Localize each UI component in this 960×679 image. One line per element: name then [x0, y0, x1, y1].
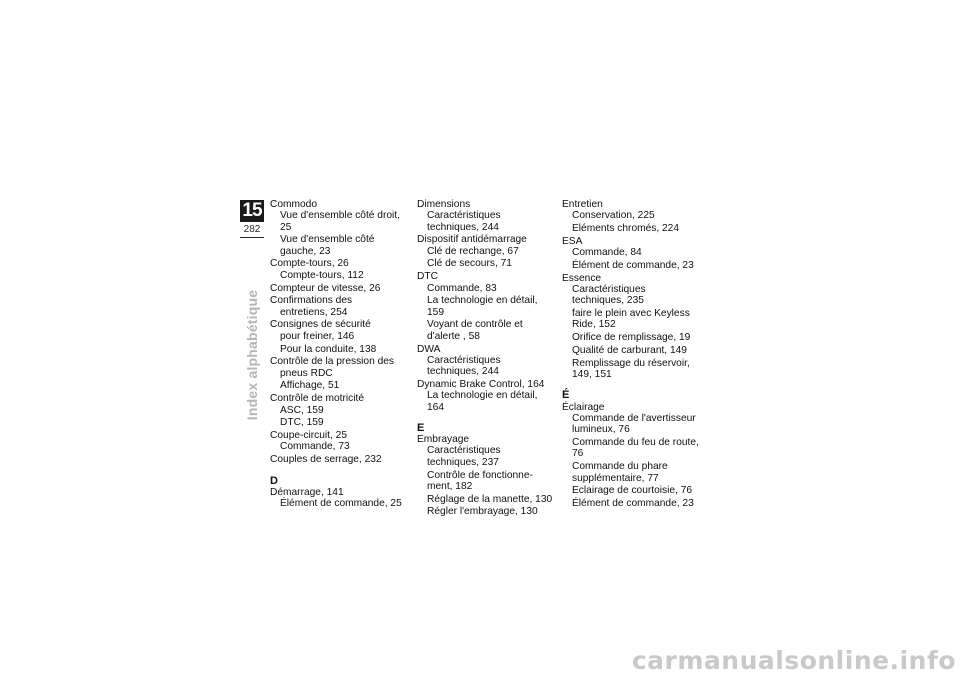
index-subentry: Contrôle de fonctionne-ment, 182 — [427, 469, 533, 492]
page-number-rule — [240, 237, 264, 238]
index-subentry: Compte-tours, 112 — [280, 269, 364, 281]
chapter-number: 15 — [240, 200, 264, 222]
index-entry — [562, 402, 700, 510]
index-subentry: Élément de commande, 25 — [280, 498, 402, 510]
index-subentry: faire le plein avec Keyless Ride, 152 — [572, 308, 690, 331]
index-entry-term: DWA — [417, 343, 441, 355]
index-entry-term: Coupe-circuit, 25 — [270, 430, 348, 442]
index-subentry: Conservation, 225 — [572, 210, 655, 222]
index-subentry: Voyant de contrôle et d'alerte , 58 — [427, 319, 523, 342]
index-subentry: Vue d'ensemble côté droit, 25 — [280, 210, 400, 233]
index-entry — [562, 199, 700, 234]
index-subentry: Vue d'ensemble côté gauche, 23 — [280, 234, 375, 257]
index-entry-term: Essence — [562, 272, 602, 284]
index-subentry: Commande, 73 — [280, 441, 350, 453]
index-subentry: ASC, 159 — [280, 404, 324, 416]
index-subentry: Commande, 83 — [427, 282, 497, 294]
index-subentry: Eclairage de courtoisie, 76 — [572, 485, 693, 497]
index-subentry: Commande du phare supplémentaire, 77 — [572, 461, 668, 484]
index-entry — [417, 271, 555, 342]
index-entry — [270, 319, 408, 354]
index-entry — [417, 234, 555, 269]
section-letter: D — [270, 474, 278, 487]
index-entry-term: Compteur de vitesse, 26 — [270, 282, 381, 294]
index-subentry: Pour la conduite, 138 — [280, 343, 377, 355]
index-subentry: Caractéristiques techniques, 244 — [427, 354, 501, 378]
index-entry — [270, 356, 408, 391]
index-subentry: Commande de l'avertisseur lumineux, 76 — [572, 413, 696, 436]
index-entry — [417, 434, 555, 518]
index-subentry: Régler l'embrayage, 130 — [427, 506, 538, 518]
index-entry-term: Contrôle de la pression des — [270, 356, 395, 368]
index-entry — [270, 199, 408, 257]
index-subentry: Qualité de carburant, 149 — [572, 345, 687, 357]
section-letter: É — [562, 389, 570, 402]
index-entry — [270, 454, 408, 465]
index-subentry: Élément de commande, 23 — [572, 259, 694, 271]
index-entry-term: DTC — [417, 271, 438, 283]
index-subentry: Caractéristiques techniques, 235 — [572, 284, 646, 307]
index-entry-term: Contrôle de motricité — [270, 393, 364, 405]
index-entry-term: Éclairage — [562, 401, 605, 413]
index-entry — [270, 295, 408, 318]
index-entry-term: Dynamic Brake Control, 164 — [417, 378, 545, 390]
index-entry — [417, 199, 555, 233]
index-subentry: Caractéristiques techniques, 237 — [427, 445, 501, 468]
index-entry-term: ESA — [562, 235, 583, 247]
index-entry — [562, 273, 700, 381]
index-entry-term: Compte-tours, 26 — [270, 258, 349, 270]
index-column-2 — [417, 199, 555, 519]
index-subentry: Remplissage du réservoir, 149, 151 — [572, 357, 690, 381]
index-entry-term: Confirmations des — [270, 295, 353, 307]
chapter-tab — [240, 200, 264, 238]
index-subentry: Orifice de remplissage, 19 — [572, 332, 691, 344]
index-subentry: Eléments chromés, 224 — [572, 223, 680, 235]
index-entry — [270, 430, 408, 453]
index-entry-term: Consignes de sécurité — [270, 319, 371, 331]
index-subentry: Clé de secours, 71 — [427, 258, 512, 270]
index-entry-term: Démarrage, 141 — [270, 486, 344, 498]
index-entry-term: Couples de serrage, 232 — [270, 454, 382, 466]
index-subentry: Commande du feu de route, 76 — [572, 437, 699, 460]
index-subentry: DTC, 159 — [280, 417, 324, 429]
index-subentry: La technologie en détail, 159 — [427, 295, 538, 318]
index-entry — [417, 344, 555, 378]
index-subentry: pour freiner, 146 — [280, 330, 355, 342]
index-entry-term: Commodo — [270, 199, 317, 210]
index-subentry: pneus RDC — [280, 367, 333, 379]
index-entry — [270, 258, 408, 281]
section-letter: E — [417, 421, 425, 434]
index-column-3 — [562, 199, 700, 511]
index-column-1 — [270, 199, 408, 511]
index-subentry: Réglage de la manette, 130 — [427, 493, 553, 505]
index-entry — [562, 236, 700, 271]
index-entry-term: Entretien — [562, 199, 603, 210]
index-subentry: Affichage, 51 — [280, 380, 340, 392]
index-entry — [270, 283, 408, 294]
index-entry-term: Dispositif antidémarrage — [417, 234, 527, 246]
index-subentry: La technologie en détail, 164 — [427, 390, 538, 413]
watermark[interactable]: carmanualsonline.info — [631, 646, 956, 675]
index-entry-term: Dimensions — [417, 199, 471, 210]
index-subentry: Commande, 84 — [572, 247, 642, 259]
index-entry — [270, 487, 408, 510]
index-subentry: Élément de commande, 23 — [572, 498, 694, 510]
index-entry-term: Embrayage — [417, 434, 470, 446]
index-subentry: entretiens, 254 — [280, 306, 348, 318]
index-subentry: Caractéristiques techniques, 244 — [427, 210, 501, 233]
chapter-title: Index alphabétique — [244, 289, 260, 421]
index-subentry: Clé de rechange, 67 — [427, 245, 519, 257]
index-entry — [270, 393, 408, 428]
index-entry — [417, 379, 555, 413]
page-number: 282 — [243, 224, 261, 235]
